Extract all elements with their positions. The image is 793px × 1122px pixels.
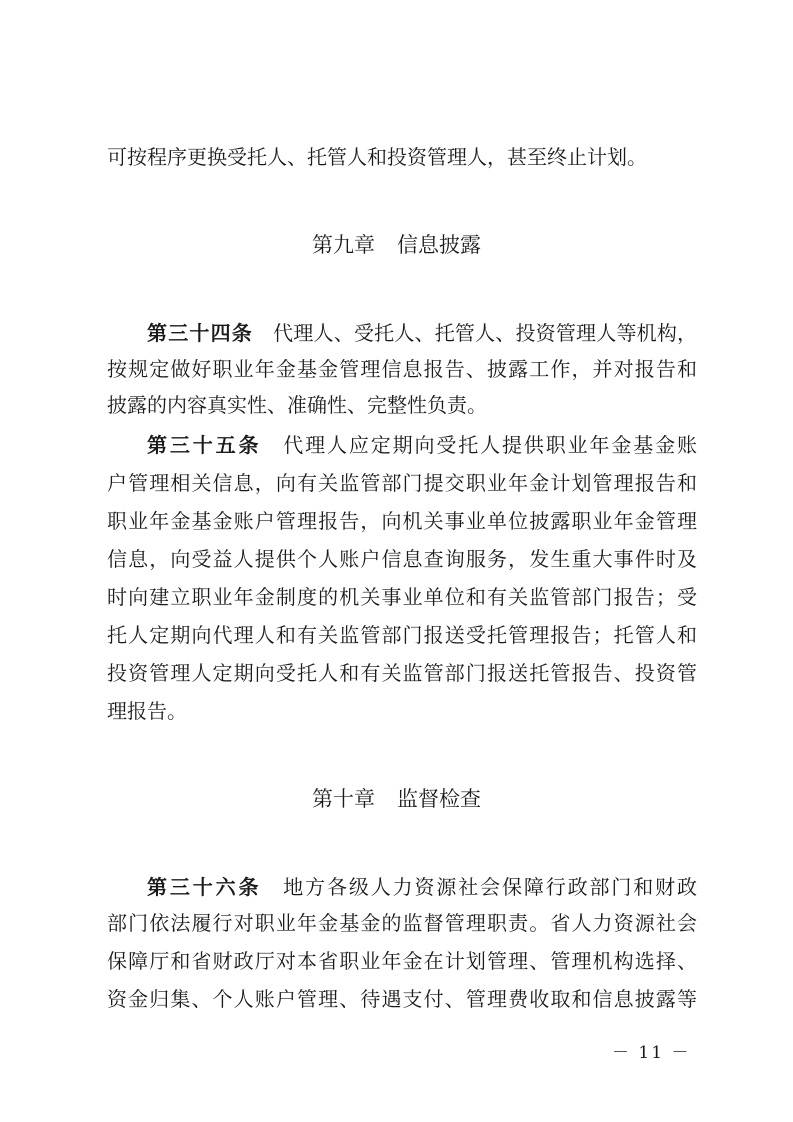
chapter-heading-9: [0, 227, 793, 263]
article-36-line-3: 保障厅和省财政厅对本省职业年金在计划管理、管理机构选择、: [107, 949, 697, 973]
article-36-line-2: 部门依法履行对职业年金基金的监督管理职责。省人力资源社会: [107, 911, 697, 935]
chapter-title: 监督检查: [397, 787, 481, 811]
paragraph-continuation-line: 可按程序更换受托人、托管人和投资管理人，甚至终止计划。: [107, 145, 647, 169]
chapter-heading-10: [0, 781, 793, 817]
article-35-line-8: 理报告。: [107, 699, 187, 723]
chapter-title: 信息披露: [397, 233, 481, 257]
article-35-line-2: 户管理相关信息，向有关监管部门提交职业年金计划管理报告和: [107, 471, 697, 495]
article-35-line-7: 投资管理人定期向受托人和有关监管部门报送托管报告、投资管: [107, 661, 697, 685]
article-number: 第三十五条: [147, 433, 262, 457]
article-35-line-4: 信息，向受益人提供个人账户信息查询服务，发生重大事件时及: [107, 547, 697, 571]
article-35-line-3: 职业年金基金账户管理报告，向机关事业单位披露职业年金管理: [107, 509, 697, 533]
article-34-line-3: 披露的内容真实性、准确性、完整性负责。: [107, 393, 487, 417]
article-34-line-1: 第三十四条 代理人、受托人、托管人、投资管理人等机构，: [147, 321, 698, 345]
article-36-line-1: 第三十六条 地方各级人力资源社会保障行政部门和财政: [147, 875, 697, 899]
article-35-line-6: 托人定期向代理人和有关监管部门报送受托管理报告；托管人和: [107, 623, 697, 647]
page-number: － 11 －: [612, 1043, 691, 1063]
chapter-number: 第九章: [312, 233, 375, 257]
article-35-line-1: 第三十五条 代理人应定期向受托人提供职业年金基金账: [147, 433, 697, 457]
article-number: 第三十六条: [147, 875, 262, 899]
article-36-line-4: 资金归集、个人账户管理、待遇支付、管理费收取和信息披露等: [107, 987, 697, 1011]
chapter-number: 第十章: [312, 787, 375, 811]
article-35-line-5: 时向建立职业年金制度的机关事业单位和有关监管部门报告；受: [107, 585, 697, 609]
article-34-line-2: 按规定做好职业年金基金管理信息报告、披露工作，并对报告和: [107, 357, 697, 381]
article-number: 第三十四条: [147, 321, 253, 345]
